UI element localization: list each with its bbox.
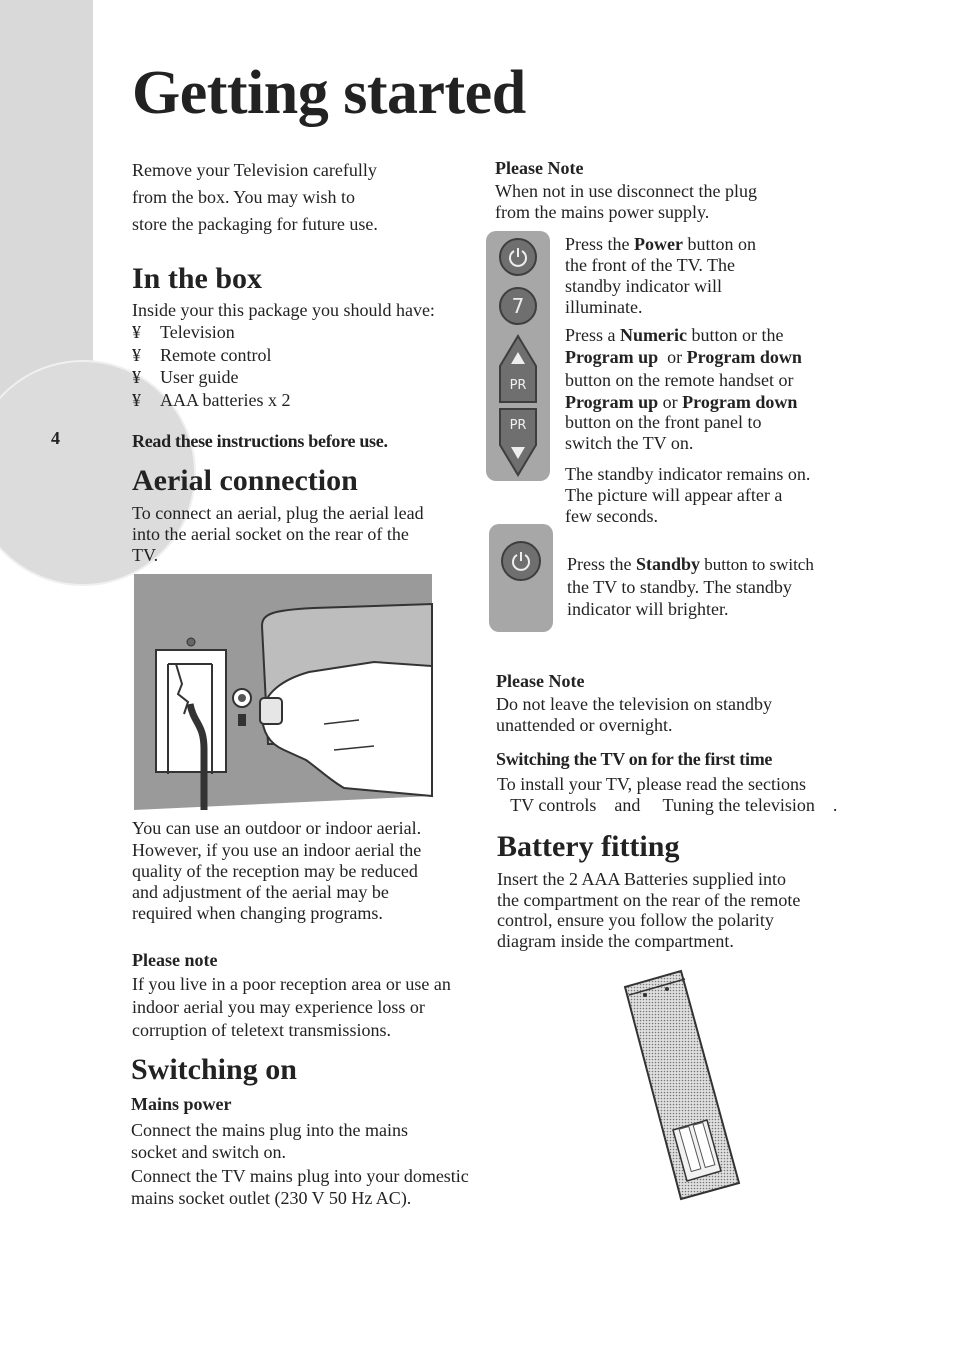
- numeric-key-7: 7: [499, 287, 537, 325]
- standby-panel-illustration: [489, 524, 553, 632]
- numeric-instructions: Press a Numeric button or the Program up or Program down button on the remote handset or Program up or Program down button on the front panel to switch the TV on.: [565, 325, 802, 453]
- note2-heading: Please Note: [496, 671, 585, 691]
- power-instructions: Press the Power button on the front of the TV. The standby indicator will illuminate.: [565, 234, 756, 317]
- intro-line: Remove your Television carefully: [132, 160, 377, 180]
- mains-power-heading: Mains power: [131, 1094, 232, 1114]
- svg-text:PR: PR: [509, 418, 527, 433]
- in-the-box-heading: In the box: [132, 262, 263, 295]
- aerial-text: To connect an aerial, plug the aerial lead into the aerial socket on the rear of the TV.: [132, 503, 424, 565]
- first-time-heading: Switching the TV on for the first time: [496, 749, 773, 769]
- read-instructions-note: Read these instructions before use.: [132, 431, 388, 451]
- list-item: ¥ Television: [132, 322, 235, 342]
- aerial-heading: Aerial connection: [132, 464, 358, 497]
- in-the-box-list: [132, 321, 290, 411]
- program-up-icon: [498, 334, 538, 404]
- program-down-icon: [498, 407, 538, 477]
- list-item: ¥ AAA batteries x 2: [132, 389, 291, 410]
- in-the-box-lead: Inside your this package you should have:: [132, 300, 435, 320]
- note2-text: Do not leave the television on standby unattended or overnight.: [496, 694, 772, 735]
- page-number: 4: [51, 428, 60, 448]
- svg-text:PR: PR: [509, 378, 527, 393]
- note1-text: When not in use disconnect the plug from the mains power supply.: [495, 181, 757, 222]
- aerial-illustration: [134, 574, 434, 810]
- list-item: ¥ Remote control: [132, 344, 272, 365]
- standby-remains-text: The standby indicator remains on. The picture will appear after a few seconds.: [565, 464, 811, 526]
- standby-icon: [501, 541, 541, 581]
- switching-on-heading: Switching on: [131, 1053, 297, 1086]
- aerial-note-text: If you live in a poor reception area or use an indoor aerial you may experience loss or corruption of teletext transmissions.: [132, 974, 451, 1040]
- list-item: ¥ User guide: [132, 367, 239, 387]
- battery-heading: Battery fitting: [497, 830, 680, 863]
- battery-text: Insert the 2 AAA Batteries supplied into the compartment on the rear of the remote control, ensure you follow the polarity diagram inside the compartment.: [497, 869, 801, 951]
- note1-heading: Please Note: [495, 158, 584, 178]
- mains-power-text: Connect the mains plug into the mains socket and switch on. Connect the TV mains plug into your domestic mains socket outlet (230 V 50 Hz AC).: [131, 1120, 469, 1208]
- front-panel-illustration: [486, 231, 550, 481]
- intro-text: [132, 157, 472, 238]
- aerial-note-heading: Please note: [132, 950, 218, 970]
- page-title: Getting started: [132, 59, 526, 127]
- intro-line: from the box. You may wish to: [132, 187, 356, 207]
- intro-line: store the packaging for future use.: [132, 214, 378, 234]
- side-strip: [0, 0, 93, 400]
- aerial-followup: You can use an outdoor or indoor aerial. However, if you use an indoor aerial the quality of the reception may be reduced and adjustment of the aerial may be required when changing programs.: [132, 818, 422, 923]
- remote-control-illustration: [615, 965, 755, 1210]
- power-icon: [499, 238, 537, 276]
- standby-instructions: Press the Standby button to switch the TV to standby. The standby indicator will brighter.: [567, 554, 814, 619]
- first-time-text: To install your TV, please read the sections TV controls and Tuning the television .: [497, 774, 838, 815]
